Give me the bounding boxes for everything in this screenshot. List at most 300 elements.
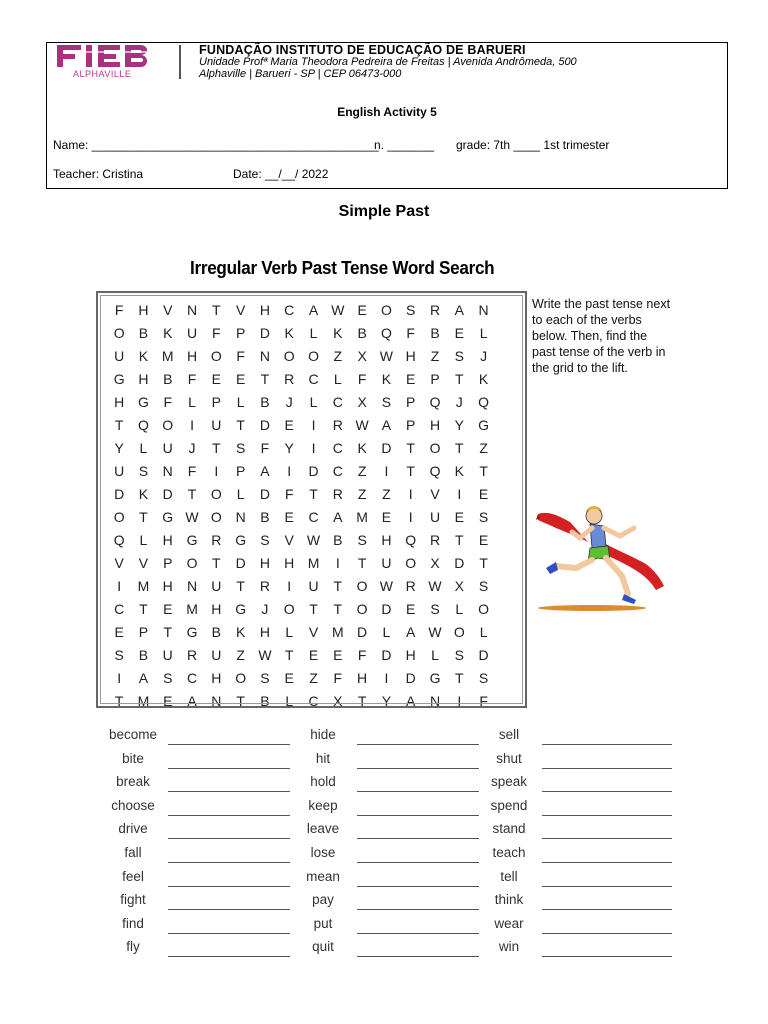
grid-letter: H <box>381 532 392 548</box>
logo-divider <box>179 45 181 79</box>
grid-letter: F <box>406 325 415 341</box>
word-search-grid-box <box>96 291 527 708</box>
grid-letter: B <box>430 325 440 341</box>
grid-letter: U <box>162 440 173 456</box>
grid-letter: M <box>137 578 150 594</box>
grid-letter: A <box>308 302 319 318</box>
grid-letter: E <box>406 601 416 617</box>
grid-letter: L <box>236 394 245 410</box>
grid-letter: K <box>333 325 343 341</box>
grid-letter: J <box>188 440 196 456</box>
grid-letter: X <box>333 693 343 709</box>
answer-blank[interactable] <box>542 893 672 910</box>
grid-letter: F <box>163 394 173 410</box>
grid-letter: G <box>429 670 441 686</box>
grid-letter: L <box>479 624 488 640</box>
grid-letter: A <box>406 624 416 640</box>
grid-letter: D <box>259 486 270 502</box>
grid-letter: Y <box>114 440 124 456</box>
grid-letter: W <box>331 302 345 318</box>
grid-letter: T <box>309 601 318 617</box>
grid-letter: I <box>311 417 316 433</box>
grid-letter: L <box>333 371 342 387</box>
grid-letter: I <box>457 486 462 502</box>
grid-letter: T <box>479 555 488 571</box>
grid-letter: L <box>479 325 488 341</box>
grid-letter: B <box>163 371 173 387</box>
grid-letter: S <box>381 394 392 410</box>
grid-letter: Z <box>479 440 488 456</box>
grid-letter: J <box>285 394 293 410</box>
grid-letter: V <box>308 624 319 640</box>
answer-blank[interactable] <box>357 940 479 957</box>
grid-letter: M <box>161 348 174 364</box>
grid-letter: M <box>331 624 344 640</box>
grid-letter: E <box>284 509 294 525</box>
verb-word: speak <box>490 774 528 790</box>
grid-letter: S <box>454 647 464 663</box>
grid-letter: Q <box>478 394 490 410</box>
grid-letter: Z <box>382 486 391 502</box>
grid-letter: S <box>406 302 416 318</box>
grid-letter: Q <box>429 463 441 479</box>
grid-letter: C <box>332 463 343 479</box>
grid-letter: T <box>455 371 464 387</box>
grid-letter: A <box>406 693 416 709</box>
answer-blank[interactable] <box>542 917 672 934</box>
grid-letter: L <box>139 440 148 456</box>
grid-letter: C <box>332 440 343 456</box>
institution-name: FUNDAÇÃO INSTITUTO DE EDUCAÇÃO DE BARUERI <box>199 43 526 57</box>
grid-letter: R <box>332 417 343 433</box>
grid-letter: P <box>406 394 416 410</box>
grid-letter: T <box>333 601 343 617</box>
answer-blank[interactable] <box>168 870 290 887</box>
grid-letter: O <box>210 509 222 525</box>
answer-blank[interactable] <box>357 846 479 863</box>
grid-letter: B <box>260 693 270 709</box>
verb-word: drive <box>118 821 148 837</box>
grid-letter: W <box>428 624 442 640</box>
grid-letter: B <box>138 647 149 663</box>
grid-letter: T <box>114 417 124 433</box>
grid-letter: T <box>406 440 415 456</box>
grid-letter: G <box>113 371 125 387</box>
grid-letter: S <box>454 348 464 364</box>
grid-letter: I <box>287 463 292 479</box>
grid-letter: I <box>190 417 194 433</box>
verb-word: think <box>494 892 524 908</box>
grid-letter: C <box>114 601 125 617</box>
grid-letter: G <box>186 624 198 640</box>
grid-letter: E <box>235 371 246 387</box>
grid-letter: F <box>114 302 124 318</box>
answer-blank[interactable] <box>168 822 290 839</box>
verb-word: hide <box>310 727 336 742</box>
grid-letter: D <box>114 486 125 502</box>
grid-letter: T <box>479 463 488 479</box>
grid-letter: A <box>187 693 197 709</box>
grid-letter: A <box>333 509 343 525</box>
grid-letter: T <box>236 693 245 709</box>
grid-letter: H <box>162 532 173 548</box>
answer-blank[interactable] <box>168 728 290 745</box>
grid-letter: U <box>162 647 173 663</box>
grid-letter: E <box>357 302 367 318</box>
answer-blank[interactable] <box>357 728 479 745</box>
answer-blank[interactable] <box>168 893 290 910</box>
grid-letter: O <box>429 440 441 456</box>
grid-letter: I <box>335 555 340 571</box>
verb-word: mean <box>306 868 340 884</box>
grid-letter: S <box>235 440 246 456</box>
grid-letter: O <box>210 348 222 364</box>
answer-blank[interactable] <box>357 822 479 839</box>
grid-letter: L <box>309 394 318 410</box>
grid-letter: N <box>429 693 441 709</box>
grid-letter: P <box>235 325 246 341</box>
grid-letter: A <box>381 417 392 433</box>
answer-blank[interactable] <box>168 775 290 792</box>
grid-letter: V <box>430 486 440 502</box>
instructions-text: Write the past tense next to each of the verbs below. Then, find the past tense of the verb in the grid to the lift. <box>532 297 671 375</box>
grid-letter: S <box>163 670 173 686</box>
grid-letter: H <box>284 555 295 571</box>
grid-letter: T <box>455 532 464 548</box>
grid-letter: H <box>429 417 441 433</box>
grid-letter: H <box>211 670 222 686</box>
page-subtitle: Simple Past <box>338 203 430 220</box>
grid-letter: O <box>162 417 174 433</box>
verb-word: pay <box>312 892 334 908</box>
grid-letter: O <box>356 601 368 617</box>
verb-word: sell <box>498 727 520 742</box>
grid-letter: Q <box>405 532 417 548</box>
grid-letter: F <box>260 440 270 456</box>
grid-letter: J <box>261 601 269 617</box>
grid-letter: T <box>114 693 124 709</box>
grid-letter: X <box>454 578 464 594</box>
grid-letter: O <box>283 601 295 617</box>
grid-letter: S <box>260 532 270 548</box>
grid-letter: N <box>211 693 222 709</box>
grid-letter: Q <box>380 325 392 341</box>
verb-word: bite <box>122 750 144 766</box>
answer-blank[interactable] <box>357 893 479 910</box>
grid-letter: H <box>357 670 368 686</box>
verb-word: hit <box>315 750 331 766</box>
grid-letter: X <box>430 555 440 571</box>
grid-letter: C <box>186 670 198 686</box>
grid-letter: U <box>186 325 198 341</box>
answer-blank[interactable] <box>542 752 672 769</box>
answer-blank[interactable] <box>542 822 672 839</box>
answer-blank[interactable] <box>357 917 479 934</box>
verb-word: stand <box>492 821 526 837</box>
grid-letter: N <box>186 302 198 318</box>
grid-letter: Z <box>333 348 343 364</box>
grid-letter: O <box>308 348 319 364</box>
grid-letter: R <box>429 302 441 318</box>
grid-letter: R <box>211 532 222 548</box>
grid-letter: K <box>284 325 294 341</box>
grid-letter: X <box>357 394 367 410</box>
grid-letter: W <box>306 532 321 548</box>
verb-word: teach <box>492 845 526 860</box>
grid-letter: D <box>405 670 416 686</box>
grid-letter: O <box>210 486 222 502</box>
grid-letter: F <box>284 486 294 502</box>
grid-letter: K <box>163 325 173 341</box>
verb-word: fall <box>124 845 142 860</box>
verb-word: tell <box>500 868 518 884</box>
grid-letter: E <box>478 532 489 548</box>
logo-subtitle: ALPHAVILLE <box>73 69 132 79</box>
grid-letter: S <box>138 463 149 479</box>
grid-letter: G <box>235 532 247 548</box>
grid-letter: T <box>212 440 221 456</box>
grid-letter: S <box>430 601 440 617</box>
grid-letter: O <box>356 578 368 594</box>
grid-letter: T <box>284 647 294 663</box>
grid-letter: B <box>333 532 343 548</box>
grid-letter: S <box>260 670 270 686</box>
grid-letter: E <box>406 371 416 387</box>
answer-blank[interactable] <box>168 799 290 816</box>
grid-letter: W <box>355 417 369 433</box>
activity-title: English Activity 5 <box>337 105 437 119</box>
worksheet-title: Irregular Verb Past Tense Word Search <box>190 258 495 278</box>
grid-letter: D <box>235 555 246 571</box>
verb-word: spend <box>490 797 528 813</box>
grid-letter: N <box>478 302 489 318</box>
grid-letter: W <box>258 647 272 663</box>
grid-letter: L <box>236 486 245 502</box>
grid-letter: S <box>114 647 124 663</box>
grid-letter: O <box>453 624 465 640</box>
grid-letter: F <box>357 371 367 387</box>
grid-letter: D <box>454 555 465 571</box>
grid-letter: O <box>113 325 125 341</box>
grid-letter: U <box>211 417 222 433</box>
grid-letter: B <box>260 509 270 525</box>
grid-letter: T <box>357 555 367 571</box>
grid-letter: T <box>236 578 245 594</box>
grid-letter: P <box>406 417 416 433</box>
grid-letter: S <box>478 509 489 525</box>
verb-word: break <box>116 774 150 790</box>
grid-letter: U <box>429 509 441 525</box>
institution-address-line1: Unidade Profª Maria Theodora Pedreira de Freitas | Avenida Andrômeda, 500 <box>199 56 577 68</box>
grid-letter: I <box>408 509 413 525</box>
grid-letter: E <box>308 647 319 663</box>
grid-letter: I <box>117 578 122 594</box>
grid-letter: S <box>478 670 489 686</box>
grid-letter: G <box>186 532 198 548</box>
answer-blank[interactable] <box>168 752 290 769</box>
grid-letter: K <box>478 371 489 387</box>
grid-letter: K <box>357 440 367 456</box>
grid-letter: J <box>455 394 463 410</box>
grid-letter: P <box>211 394 221 410</box>
grid-letter: R <box>259 578 270 594</box>
answer-blank[interactable] <box>168 917 290 934</box>
grid-letter: W <box>379 348 394 364</box>
grid-letter: C <box>308 371 319 387</box>
grid-letter: D <box>381 647 392 663</box>
name-field-label: Name: ___________________________________________ <box>53 138 379 152</box>
grid-letter: E <box>211 371 221 387</box>
grid-letter: I <box>408 486 413 502</box>
grid-letter: D <box>478 647 489 663</box>
grid-letter: D <box>308 463 319 479</box>
grid-letter: I <box>287 578 292 594</box>
grid-letter: L <box>431 647 439 663</box>
grid-letter: P <box>430 371 440 387</box>
grid-letter: H <box>162 578 173 594</box>
grid-letter: D <box>381 601 392 617</box>
grid-letter: W <box>379 578 394 594</box>
grid-letter: D <box>259 325 270 341</box>
verb-word: feel <box>122 868 144 884</box>
grid-letter: T <box>455 670 464 686</box>
grid-letter: T <box>333 578 343 594</box>
grid-letter: G <box>138 394 149 410</box>
answer-blank[interactable] <box>168 846 290 863</box>
answer-blank[interactable] <box>542 870 672 887</box>
answer-blank[interactable] <box>357 799 479 816</box>
grid-letter: P <box>235 463 246 479</box>
grid-letter: M <box>137 693 150 709</box>
answer-blank[interactable] <box>542 775 672 792</box>
grid-letter: U <box>308 578 319 594</box>
grid-letter: Z <box>357 486 367 502</box>
verb-word: become <box>108 727 158 742</box>
grid-letter: T <box>139 601 148 617</box>
grid-letter: K <box>381 371 392 387</box>
grid-letter: B <box>211 624 221 640</box>
grid-letter: F <box>187 371 197 387</box>
grid-letter: T <box>357 693 367 709</box>
answer-blank[interactable] <box>357 775 479 792</box>
grid-letter: H <box>138 302 149 318</box>
grid-letter: Q <box>138 417 149 433</box>
grid-letter: V <box>114 555 124 571</box>
grid-letter: K <box>454 463 464 479</box>
grid-letter: E <box>478 486 489 502</box>
grid-letter: U <box>211 647 222 663</box>
grid-letter: T <box>260 371 270 387</box>
answer-blank[interactable] <box>357 870 479 887</box>
grid-letter: T <box>406 463 415 479</box>
grid-letter: V <box>138 555 149 571</box>
grid-letter: F <box>333 670 343 686</box>
answer-blank[interactable] <box>542 940 672 957</box>
grid-letter: I <box>311 440 316 456</box>
answer-blank[interactable] <box>357 752 479 769</box>
grid-letter: B <box>357 325 367 341</box>
grid-letter: E <box>381 509 392 525</box>
grid-letter: H <box>138 371 149 387</box>
grid-letter: T <box>163 624 173 640</box>
grid-letter: E <box>163 601 173 617</box>
grid-letter: S <box>478 578 489 594</box>
grid-letter: W <box>185 509 199 525</box>
grid-letter: M <box>307 555 320 571</box>
grid-letter: S <box>357 532 367 548</box>
grid-letter: H <box>186 348 198 364</box>
grid-letter: V <box>163 302 173 318</box>
grid-letter: N <box>186 578 198 594</box>
verb-word: put <box>313 915 333 931</box>
verb-word: shut <box>496 750 522 766</box>
grid-letter: I <box>384 670 389 686</box>
grid-letter: X <box>357 348 367 364</box>
grid-letter: I <box>214 463 219 479</box>
grid-letter: U <box>114 463 125 479</box>
grid-letter: E <box>333 647 343 663</box>
grid-letter: C <box>308 509 319 525</box>
grid-letter: R <box>332 486 343 502</box>
grid-letter: Q <box>113 532 125 548</box>
grid-letter: T <box>455 440 464 456</box>
verb-word: leave <box>306 821 340 837</box>
grid-letter: P <box>163 555 173 571</box>
header-box <box>46 42 728 189</box>
grid-letter: Z <box>309 670 318 686</box>
institution-address-line2: Alphaville | Barueri - SP | CEP 06473-000 <box>199 68 402 80</box>
grid-letter: H <box>259 555 270 571</box>
grid-letter: L <box>382 624 391 640</box>
grid-letter: Z <box>430 348 440 364</box>
answer-blank[interactable] <box>542 799 672 816</box>
grid-letter: D <box>357 624 368 640</box>
verb-word: hold <box>310 774 336 790</box>
grid-letter: A <box>138 670 149 686</box>
grid-letter: Z <box>357 463 367 479</box>
grid-letter: F <box>357 647 367 663</box>
grid-letter: Y <box>454 417 464 433</box>
grid-letter: M <box>356 509 368 525</box>
grid-letter: L <box>188 394 196 410</box>
grid-letter: I <box>117 670 122 686</box>
answer-blank[interactable] <box>168 940 290 957</box>
grid-letter: O <box>113 509 125 525</box>
grid-letter: W <box>428 578 442 594</box>
grid-letter: F <box>236 348 245 364</box>
grade-field-label: grade: 7th ____ 1st trimester <box>456 138 610 152</box>
verb-word: quit <box>312 939 334 955</box>
grid-letter: Y <box>284 440 294 456</box>
grid-letter: E <box>454 325 464 341</box>
grid-letter: D <box>259 417 270 433</box>
verb-word: choose <box>111 797 155 813</box>
date-field-label: Date: __/__/ 2022 <box>233 167 329 181</box>
teacher-label: Teacher: Cristina <box>53 167 144 181</box>
answer-blank[interactable] <box>542 728 672 745</box>
grid-letter: H <box>259 302 270 318</box>
grid-letter: T <box>309 486 318 502</box>
grid-letter: I <box>457 693 462 709</box>
grid-letter: D <box>162 486 173 502</box>
grid-letter: V <box>235 302 246 318</box>
answer-blank[interactable] <box>542 846 672 863</box>
grid-letter: C <box>284 302 295 318</box>
grid-letter: L <box>285 624 294 640</box>
grid-letter: U <box>114 348 125 364</box>
grid-letter: E <box>163 693 173 709</box>
grid-letter: T <box>212 555 221 571</box>
